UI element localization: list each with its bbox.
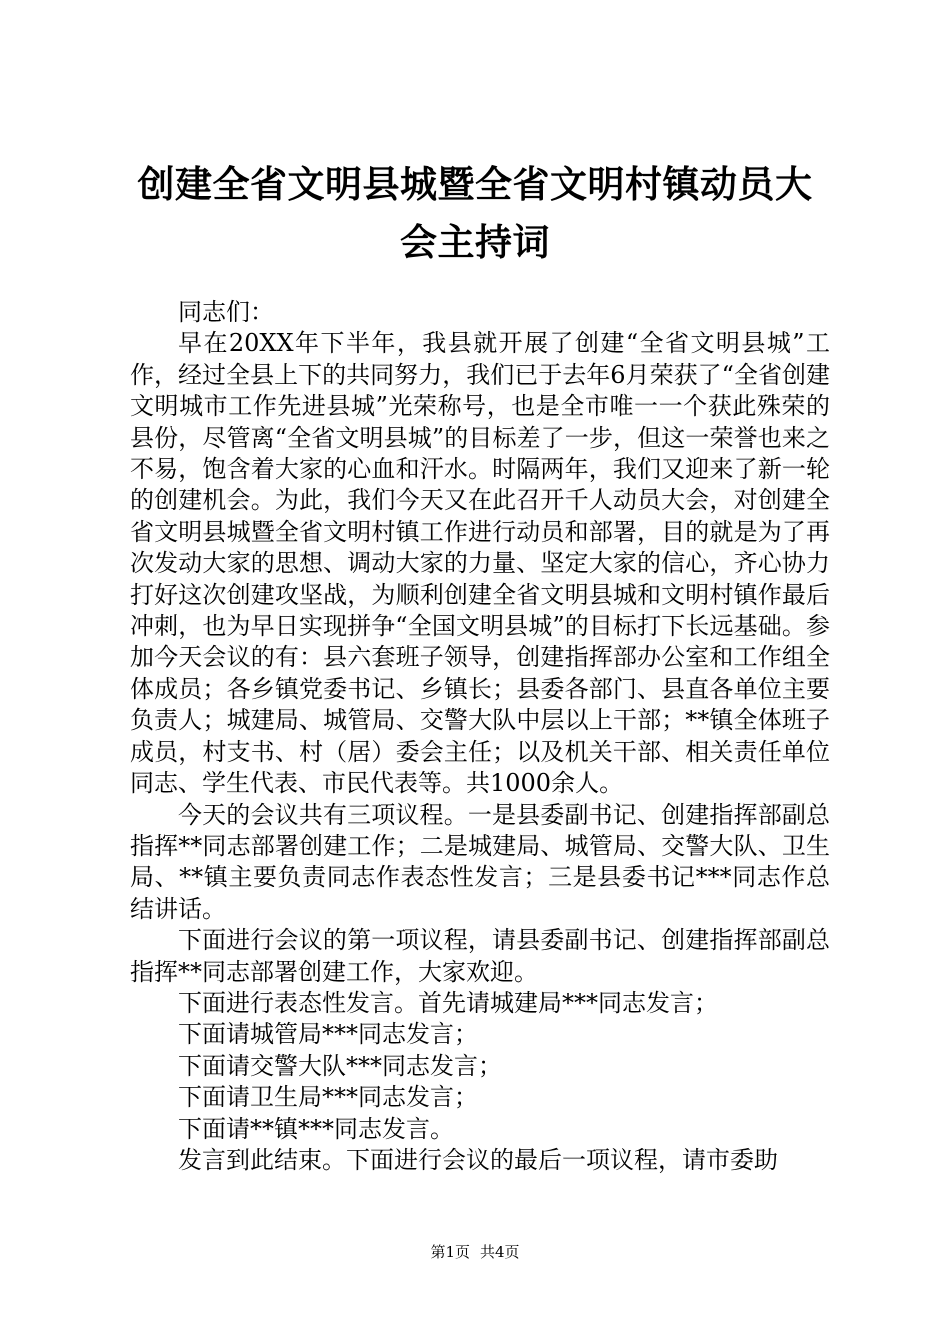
paragraph-final-item: 发言到此结束。下面进行会议的最后一项议程，请市委助 <box>178 1145 778 1174</box>
paragraph-background: 早在20XX年下半年，我县就开展了创建“全省文明县城”工作，经过全县上下的共同努力，我们已于去年6月荣获了“全省创建文明城市工作先进县城”光荣称号，也是全市唯一一个获此殊荣的县份，尽管离“全省文明县城”的目标差了一步，但这一荣誉也来之不易，饱含着大家的心血和汗水。时隔两年，我们又迎来了新一轮的创建机会。为此，我们今天又在此召开千人动员大会，对创建全省文明县城暨全省文明村镇工作进行动员和部署，目的就是为了再次发动大家的思想、调动大家的力量、坚定大家的信心，齐心协力打好这次创建攻坚战，为顺利创建全省文明县城和文明村镇作最后冲刺，也为早日实现拼争“全国文明县城”的目标打下长远基础。参加今天会议的有：县六套班子领导，创建指挥部办公室和工作组全体成员；各乡镇党委书记、乡镇长；县委各部门、县直各单位主要负责人；城建局、城管局、交警大队中层以上干部；**镇全体班子成员，村支书、村（居）委会主任；以及机关干部、相关责任单位同志、学生代表、市民代表等。共1000余人。 <box>130 329 830 798</box>
page-number: 第1页 <box>430 1243 470 1261</box>
page-total: 共4页 <box>480 1243 520 1261</box>
paragraph-first-item: 下面进行会议的第一项议程，请县委副书记、创建指挥部副总指挥**同志部署创建工作，大家欢迎。 <box>130 926 830 986</box>
paragraph-speaker-traffic-police: 下面请交警大队***同志发言； <box>178 1051 502 1080</box>
paragraph-agenda: 今天的会议共有三项议程。一是县委副书记、创建指挥部副总指挥**同志部署创建工作；二是城建局、城管局、交警大队、卫生局、**镇主要负责同志作表态性发言；三是县委书记***同志作总结讲话。 <box>130 800 830 923</box>
paragraph-statements-intro: 下面进行表态性发言。首先请城建局***同志发言； <box>178 988 718 1017</box>
document-body <box>130 297 830 1176</box>
document-title: 创建全省文明县城暨全省文明村镇动员大会主持词 <box>137 163 813 264</box>
paragraph-speaker-town: 下面请**镇***同志发言。 <box>178 1114 454 1143</box>
paragraph-speaker-urban-management: 下面请城管局***同志发言； <box>178 1020 478 1049</box>
page-footer <box>0 1242 950 1262</box>
paragraph-salutation: 同志们： <box>178 298 274 326</box>
paragraph-speaker-health-bureau: 下面请卫生局***同志发言； <box>178 1083 478 1112</box>
